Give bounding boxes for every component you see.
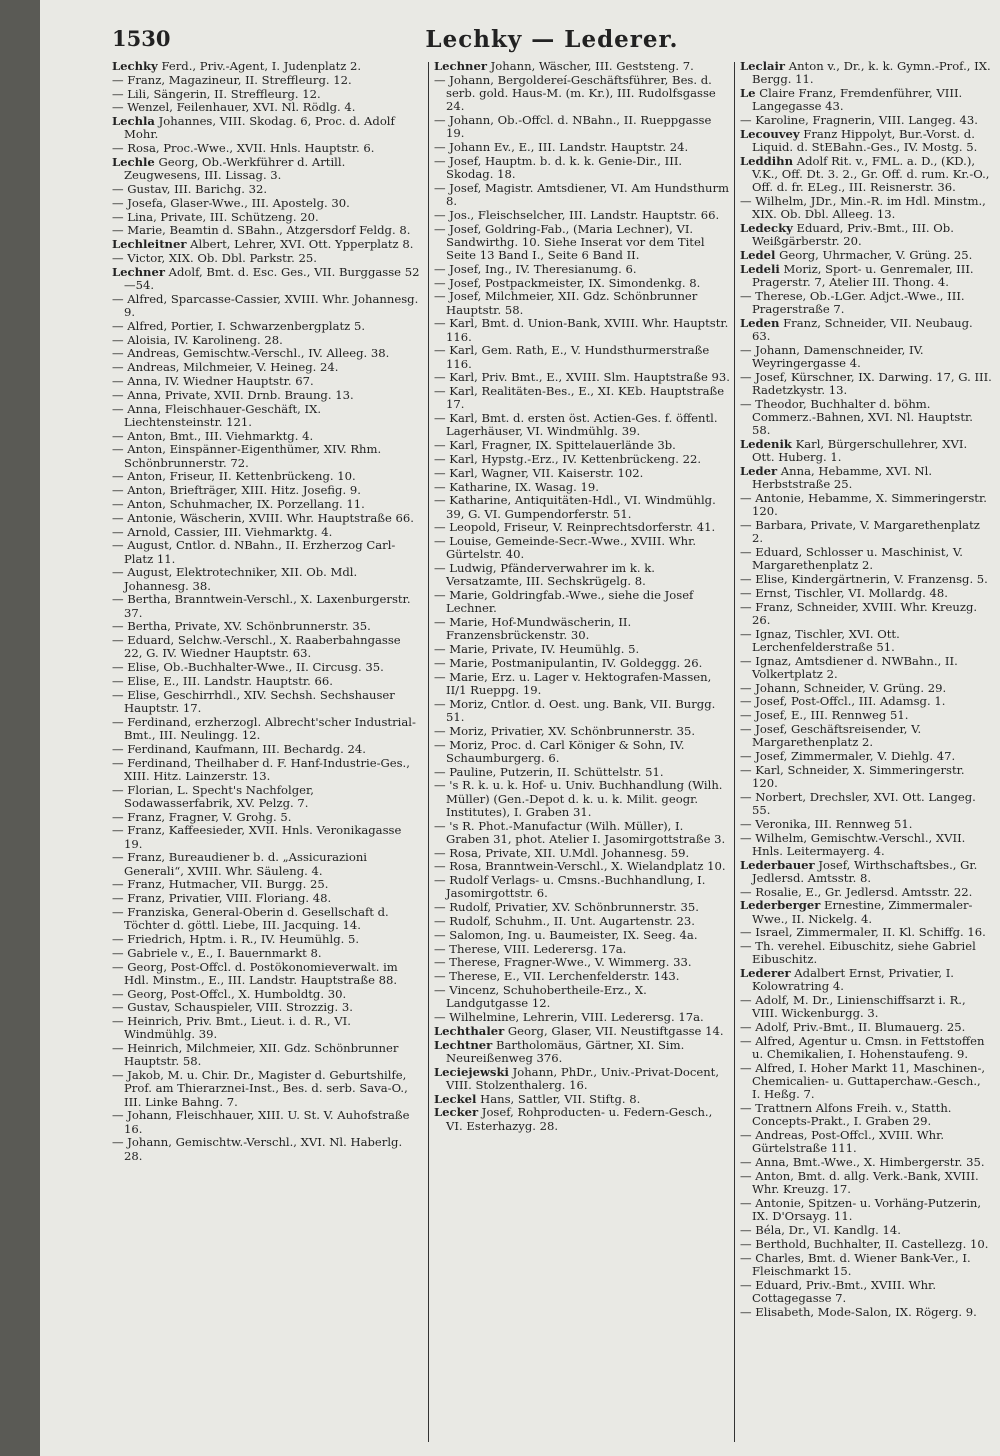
directory-entry: — Josef, Magistr. Amtsdiener, VI. Am Hundsthurm 8. <box>434 180 729 208</box>
directory-entry: — Alfred, Agentur u. Cmsn. in Fettstoffen u. Chemikalien, I. Hohenstaufeng. 9. <box>740 1033 985 1062</box>
directory-entry: — Louise, Gemeinde-Secr.-Wwe., XVIII. Whr. Gürtelstr. 40. <box>434 534 697 562</box>
directory-entry: — Gabriele v., E., I. Bauernmarkt 8. <box>112 945 322 960</box>
directory-entry: Lecouvey Franz Hippolyt, Bur.-Vorst. d. Liquid. d. StEBahn.-Ges., IV. Mostg. 5. <box>740 126 978 154</box>
directory-entry: — Karl, Bmt. d. ersten öst. Actien-Ges. f. öffentl. Lagerhäuser, VI. Windmühlg. 39. <box>434 411 718 439</box>
directory-entry: — Eduard, Selchw.-Verschl., X. Raaberbahngasse 22, G. IV. Wiedner Hauptstr. 63. <box>112 633 401 661</box>
directory-entry: — Rudolf, Schuhm., II. Unt. Augartenstr. 23. <box>434 913 695 928</box>
directory-entry: — Johann, Damenschneider, IV. Weyringergasse 4. <box>740 342 924 370</box>
directory-entry: — Eduard, Priv.-Bmt., XVIII. Whr. Cottagegasse 7. <box>740 1277 937 1305</box>
directory-entry: — Franz, Kaffeesieder, XVII. Hnls. Veronikagasse 19. <box>112 823 402 851</box>
directory-entry: Lederer Adalbert Ernst, Privatier, I. Kolowratring 4. <box>740 966 954 994</box>
directory-entry: — 's R. Phot.-Manufactur (Wilh. Müller), I. Graben 31, phot. Atelier I. Jasomirgottstraße 3. <box>434 818 726 846</box>
directory-entry: — Elise, Ob.-Buchhalter-Wwe., II. Circusg. 35. <box>112 660 384 675</box>
directory-entry: — Franz, Hutmacher, VII. Burgg. 25. <box>112 877 329 892</box>
directory-entry: Lechtner Bartholomäus, Gärtner, XI. Sim. Neureißenweg 376. <box>434 1037 685 1065</box>
directory-entry: — Katharine, Antiquitäten-Hdl., VI. Windmühlg. 39, G. VI. Gumpendorferstr. 51. <box>434 493 716 521</box>
directory-entry: — Adolf, M. Dr., Linienschiffsarzt i. R., VIII. Wickenburgg. 3. <box>740 993 966 1021</box>
directory-entry: — Josef, Postpackmeister, IX. Simondenkg. 8. <box>434 275 701 290</box>
directory-entry: — Berthold, Buchhalter, II. Castellezg. 10. <box>740 1236 989 1251</box>
directory-entry: — Anton, Briefträger, XIII. Hitz. Josefig. 9. <box>112 483 361 498</box>
directory-entry: — Vincenz, Schuhobertheile-Erz., X. Landgutgasse 12. <box>434 982 647 1011</box>
directory-entry: — Marie, Beamtin d. SBahn., Atzgersdorf Feldg. 8. <box>112 223 411 238</box>
directory-entry: — Jakob, M. u. Chir. Dr., Magister d. Geburtshilfe, Prof. am Thierarznei-Inst., Bes. d. serb. Sava-O., III. Linke Bahng. 7. <box>112 1068 408 1109</box>
directory-entry: — Georg, Post-Offcl. d. Postökonomieverwalt. im Hdl. Minstm., E., III. Landstr. Hauptstraße 88. <box>112 959 398 987</box>
directory-entry: — Gustav, III. Barichg. 32. <box>112 181 268 196</box>
directory-entry: — Karl, Gem. Rath, E., V. Hundsthurmerstraße 116. <box>434 343 710 371</box>
directory-entry: — Anton, Friseur, II. Kettenbrückeng. 10. <box>112 469 356 484</box>
directory-entry: — Josef, E., III. Rennweg 51. <box>740 708 909 723</box>
directory-entry: — Rosa, Proc.-Wwe., XVII. Hnls. Hauptstr. 6. <box>112 141 375 156</box>
directory-entry: — Lili, Sängerin, II. Streffleurg. 12. <box>112 86 321 101</box>
directory-entry: — Ignaz, Amtsdiener d. NWBahn., II. Volkertplatz 2. <box>740 653 958 681</box>
directory-entry: — Andreas, Post-Offcl., XVIII. Whr. Gürtelstraße 111. <box>740 1128 945 1156</box>
directory-entry: — Bertha, Branntwein-Verschl., X. Laxenburgerstr. 37. <box>112 592 411 620</box>
directory-entry: — Rudolf, Privatier, XV. Schönbrunnerstr. 35. <box>434 900 699 915</box>
directory-entry: — Therese, VIII. Lederersg. 17a. <box>434 941 627 956</box>
directory-entry: — Anton, Einspänner-Eigenthümer, XIV. Rhm. Schönbrunnerstr. 72. <box>112 442 382 470</box>
directory-entry: — Marie, Goldringfab.-Wwe., siehe die Josef Lechner. <box>434 588 694 616</box>
directory-entry: — Elise, Geschirrhdl., XIV. Sechsh. Sechshauser Hauptstr. 17. <box>112 687 395 715</box>
directory-entry: — Marie, Postmanipulantin, IV. Goldeggg. 26. <box>434 655 703 670</box>
directory-entry: — Norbert, Drechsler, XVI. Ott. Langeg. 55. <box>740 789 976 817</box>
directory-entry: — Antonie, Hebamme, X. Simmeringerstr. 120. <box>740 491 987 519</box>
directory-entry: Lederbauer Josef, Wirthschaftsbes., Gr. Jedlersd. Amtsstr. 8. <box>740 857 978 885</box>
directory-entry: Leckel Hans, Sattler, VII. Stiftg. 8. <box>434 1091 641 1106</box>
directory-entry: — Karl, Fragner, IX. Spittelauerlände 3b. <box>434 438 676 453</box>
page-header <box>112 26 992 54</box>
directory-entry: — Josef, Geschäftsreisender, V. Margarethenplatz 2. <box>740 721 922 750</box>
directory-entry: — Elise, Kindergärtnerin, V. Franzensg. 5. <box>740 572 988 586</box>
directory-entry: — Franz, Fragner, V. Grohg. 5. <box>112 809 292 824</box>
directory-entry: — Anna, Fleischhauer-Geschäft, IX. Liechtensteinstr. 121. <box>112 401 322 429</box>
directory-entry: — Jos., Fleischselcher, III. Landstr. Hauptstr. 66. <box>434 207 720 222</box>
directory-entry: — Heinrich, Milchmeier, XII. Gdz. Schönbrunner Hauptstr. 58. <box>112 1041 399 1069</box>
directory-entry: — Josef, Hauptm. b. d. k. k. Genie-Dir., III. Skodag. 18. <box>434 153 683 181</box>
directory-entry: — Israel, Zimmermaler, II. Kl. Schiffg. 16. <box>740 925 986 940</box>
directory-entry: — Adolf, Priv.-Bmt., II. Blumauerg. 25. <box>740 1020 966 1035</box>
directory-entry: Ledenik Karl, Bürgerschullehrer, XVI. Ott. Huberg. 1. <box>740 437 968 465</box>
column-divider <box>734 62 735 1442</box>
directory-entry: — Anna, Private, XVII. Drnb. Braung. 13. <box>112 387 354 402</box>
directory-entry: — Ferdinand, Kaufmann, III. Bechardg. 24. <box>112 741 366 756</box>
directory-entry: — Johann, Fleischhauer, XIII. U. St. V. Auhofstraße 16. <box>112 1108 410 1136</box>
directory-entry: — Ernst, Tischler, VI. Mollardg. 48. <box>740 585 948 600</box>
directory-entry: — Ludwig, Pfänderverwahrer im k. k. Versatzamte, III. Sechskrügelg. 8. <box>434 561 655 589</box>
directory-entry: — Franz, Bureaudiener b. d. „Assicurazioni Generali“, XVIII. Whr. Säuleng. 4. <box>112 850 367 878</box>
directory-entry: — Johann, Schneider, V. Grüng. 29. <box>740 680 947 695</box>
directory-entry: Lecker Josef, Rohproducten- u. Federn-Gesch., VI. Esterhazyg. 28. <box>434 1105 713 1133</box>
column-2 <box>434 60 730 1450</box>
directory-entry: — Katharine, IX. Wasag. 19. <box>434 479 599 494</box>
directory-entry: — Wenzel, Feilenhauer, XVI. Nl. Rödlg. 4. <box>112 100 356 115</box>
directory-entry: — Anton, Bmt., III. Viehmarktg. 4. <box>112 428 314 443</box>
directory-entry: Leddihn Adolf Rit. v., FML. a. D., (KD.), V.K., Off. Dt. 3. 2., Gr. Off. d. rum. Kr.-O., Off. d. fr. ELeg., III. Reisnerstr. 36. <box>740 153 990 195</box>
directory-entry: — Marie, Private, IV. Heumühlg. 5. <box>434 642 640 657</box>
directory-entry: — Anna, IV. Wiedner Hauptstr. 67. <box>112 373 314 388</box>
directory-entry: — Therese, Fragner-Wwe., V. Wimmerg. 33. <box>434 955 692 970</box>
page-number: 1530 <box>112 26 171 51</box>
directory-entry: Lechle Georg, Ob.-Werkführer d. Artill. Zeugwesens, III. Lissag. 3. <box>112 154 346 183</box>
directory-entry: Lechleitner Albert, Lehrer, XVI. Ott. Ypperplatz 8. <box>112 237 414 252</box>
directory-entry: — Wilhelm, Gemischtw.-Verschl., XVII. Hnls. Leitermayerg. 4. <box>740 830 966 858</box>
directory-entry: — Charles, Bmt. d. Wiener Bank-Ver., I. Fleischmarkt 15. <box>740 1250 971 1278</box>
directory-entry: — Arnold, Cassier, III. Viehmarktg. 4. <box>112 524 333 539</box>
directory-entry: — Josef, Zimmermaler, V. Diehlg. 47. <box>740 748 956 763</box>
directory-entry: — Anna, Bmt.-Wwe., X. Himbergerstr. 35. <box>740 1155 985 1170</box>
directory-entry: — Florian, L. Specht's Nachfolger, Sodawasserfabrik, XV. Pelzg. 7. <box>112 782 314 810</box>
directory-entry: Lederberger Ernestine, Zimmermaler-Wwe., II. Nickelg. 4. <box>740 898 973 926</box>
directory-entry: — Franz, Magazineur, II. Streffleurg. 12. <box>112 72 352 87</box>
directory-entry: — Karl, Hypstg.-Erz., IV. Kettenbrückeng. 22. <box>434 451 702 466</box>
directory-entry: — Josef, Ing., IV. Theresianumg. 6. <box>434 261 637 276</box>
directory-entry: Leder Anna, Hebamme, XVI. Nl. Herbststraße 25. <box>740 464 933 492</box>
directory-entry: Lechky Ferd., Priv.-Agent, I. Judenplatz 2. <box>112 60 362 73</box>
directory-entry: — Marie, Erz. u. Lager v. Hektografen-Massen, II/1 Rueppg. 19. <box>434 669 712 697</box>
running-head: Lechky — Lederer. <box>425 26 679 53</box>
directory-entry: Ledel Georg, Uhrmacher, V. Grüng. 25. <box>740 248 973 262</box>
directory-entry: — Gustav, Schauspieler, VIII. Strozzig. 3. <box>112 1000 353 1015</box>
directory-entry: — August, Cntlor. d. NBahn., II. Erzherzog Carl-Platz 11. <box>112 538 396 566</box>
directory-entry: Leclair Anton v., Dr., k. k. Gymn.-Prof., IX. Bergg. 11. <box>740 60 991 87</box>
directory-entry: Lechner Adolf, Bmt. d. Esc. Ges., VII. Burggasse 52—54. <box>112 264 420 292</box>
directory-entry: — Johann, Gemischtw.-Verschl., XVI. Nl. Haberlg. 28. <box>112 1135 403 1163</box>
directory-entry: — Elise, E., III. Landstr. Hauptstr. 66. <box>112 673 333 688</box>
directory-entry: — Karl, Schneider, X. Simmeringerstr. 120. <box>740 762 965 790</box>
column-3 <box>740 60 992 1450</box>
directory-entry: — Heinrich, Priv. Bmt., Lieut. i. d. R., VI. Windmühlg. 39. <box>112 1014 351 1042</box>
directory-entry: — Trattnern Alfons Freih. v., Statth. Concepts-Prakt., I. Graben 29. <box>740 1101 952 1129</box>
directory-entry: — Th. verehel. Eibuschitz, siehe Gabriel Eibuschitz. <box>740 939 976 967</box>
directory-entry: — Georg, Post-Offcl., X. Humboldtg. 30. <box>112 986 347 1001</box>
directory-entry: — Veronika, III. Rennweg 51. <box>740 816 913 831</box>
directory-entry: Lechner Johann, Wäscher, III. Geststeng. 7. <box>434 60 694 73</box>
directory-entry: — Theodor, Buchhalter d. böhm. Commerz.-Bahnen, XVI. Nl. Hauptstr. 58. <box>740 396 973 438</box>
directory-entry: — Therese, Ob.-LGer. Adjct.-Wwe., III. Pragerstraße 7. <box>740 288 965 316</box>
directory-entry: — Johann, Bergoldereí-Geschäftsführer, Bes. d. serb. gold. Haus-M. (m. Kr.), III. Rudolfsgasse 24. <box>434 72 716 114</box>
directory-entry: — Antonie, Spitzen- u. Vorhäng-Putzerin, IX. D'Orsayg. 11. <box>740 1195 982 1224</box>
directory-entry: — Moriz, Proc. d. Carl Königer & Sohn, IV. Schaumburgerg. 6. <box>434 737 685 765</box>
directory-page <box>40 0 1000 1456</box>
directory-entry: Leciejewski Johann, PhDr., Univ.-Privat-Docent, VIII. Stolzenthalerg. 16. <box>434 1064 720 1092</box>
column-1 <box>112 60 422 1450</box>
directory-entry: — Alfred, I. Hoher Markt 11, Maschinen-, Chemicalien- u. Guttaperchaw.-Gesch., I. Heßg. 7. <box>740 1060 986 1102</box>
directory-entry: Lechla Johannes, VIII. Skodag. 6, Proc. d. Adolf Mohr. <box>112 114 395 142</box>
directory-entry: — August, Elektrotechniker, XII. Ob. Mdl. Johannesg. 38. <box>112 565 358 593</box>
directory-entry: — Andreas, Gemischtw.-Verschl., IV. Alleeg. 38. <box>112 346 390 361</box>
directory-entry: — Karl, Priv. Bmt., E., XVIII. Slm. Hauptstraße 93. <box>434 370 730 385</box>
directory-entry: — Ferdinand, Theilhaber d. F. Hanf-Industrie-Ges., XIII. Hitz. Lainzerstr. 13. <box>112 755 410 783</box>
directory-entry: — Lina, Private, III. Schützeng. 20. <box>112 209 319 224</box>
directory-entry: — Rosa, Branntwein-Verschl., X. Wielandplatz 10. <box>434 859 726 874</box>
directory-entry: — Therese, E., VII. Lerchenfelderstr. 143. <box>434 969 680 984</box>
directory-entry: — Josef, Post-Offcl., III. Adamsg. 1. <box>740 694 946 709</box>
directory-entry: — Rosalie, E., Gr. Jedlersd. Amtsstr. 22. <box>740 884 973 899</box>
directory-entry: — Friedrich, Hptm. i. R., IV. Heumühlg. 5. <box>112 931 360 946</box>
directory-entry: — Josef, Goldring-Fab., (Maria Lechner), VI. Sandwirthg. 10. Siehe Inserat vor dem Titel Seite 13 Band I., Seite 6 Band II. <box>434 221 705 262</box>
directory-entry: — Josefa, Glaser-Wwe., III. Apostelg. 30. <box>112 195 350 210</box>
directory-entry: — Leopold, Friseur, V. Reinprechtsdorferstr. 41. <box>434 520 716 535</box>
directory-entry: — Anton, Bmt. d. allg. Verk.-Bank, XVIII. Whr. Kreuzg. 17. <box>740 1168 979 1197</box>
directory-entry: Le Claire Franz, Fremdenführer, VIII. Langegasse 43. <box>740 86 963 114</box>
directory-entry: — Antonie, Wäscherin, XVIII. Whr. Hauptstraße 66. <box>112 510 414 525</box>
directory-entry: — Alfred, Portier, I. Schwarzenbergplatz 5. <box>112 318 366 333</box>
directory-entry: — Franziska, General-Oberin d. Gesellschaft d. Töchter d. göttl. Liebe, III. Jacquing. 14. <box>112 904 389 933</box>
directory-entry: — Johann Ev., E., III. Landstr. Hauptstr. 24. <box>434 140 689 154</box>
directory-entry: — Rosa, Private, XII. U.Mdl. Johannesg. 59. <box>434 845 690 860</box>
directory-entry: — Marie, Hof-Mundwäscherin, II. Franzensbrückenstr. 30. <box>434 615 632 643</box>
directory-entry: — Béla, Dr., VI. Kandlg. 14. <box>740 1222 901 1237</box>
directory-entry: — Karl, Realitäten-Bes., E., XI. KEb. Hauptstraße 17. <box>434 384 725 412</box>
directory-entry: — Barbara, Private, V. Margarethenplatz 2. <box>740 518 980 546</box>
directory-entry: Lechthaler Georg, Glaser, VII. Neustiftgasse 14. <box>434 1023 724 1038</box>
column-divider <box>428 62 429 1442</box>
directory-entry: — Karl, Wagner, VII. Kaiserstr. 102. <box>434 465 644 480</box>
directory-entry: Ledecky Eduard, Priv.-Bmt., III. Ob. Weißgärberstr. 20. <box>740 221 954 249</box>
directory-entry: — Eduard, Schlosser u. Maschinist, V. Margarethenplatz 2. <box>740 545 963 573</box>
directory-entry: — Bertha, Private, XV. Schönbrunnerstr. 35. <box>112 619 371 634</box>
directory-entry: — Aloisia, IV. Karolineng. 28. <box>112 332 283 347</box>
directory-entry: — Pauline, Putzerin, II. Schüttelstr. 51. <box>434 764 664 779</box>
directory-entry: — Johann, Ob.-Offcl. d. NBahn., II. Rueppgasse 19. <box>434 113 712 141</box>
directory-entry: — Anton, Schuhmacher, IX. Porzellang. 11. <box>112 496 365 511</box>
directory-entry: — Moriz, Privatier, XV. Schönbrunnerstr. 35. <box>434 723 696 738</box>
directory-entry: — Franz, Schneider, XVIII. Whr. Kreuzg. 26. <box>740 599 978 627</box>
directory-entry: — Alfred, Sparcasse-Cassier, XVIII. Whr. Johannesg. 9. <box>112 291 419 319</box>
directory-entry: Ledeli Moriz, Sport- u. Genremaler, III. Pragerstr. 7, Atelier III. Thong. 4. <box>740 261 974 289</box>
directory-entry: — 's R. k. u. k. Hof- u. Univ. Buchhandlung (Wilh. Müller) (Gen.-Depot d. k. u. k. Milit. geogr. Institutes), I. Graben 31. <box>434 778 723 819</box>
directory-entry: — Ignaz, Tischler, XVI. Ott. Lerchenfelderstraße 51. <box>740 626 900 654</box>
directory-entry: — Wilhelm, JDr., Min.-R. im Hdl. Minstm., XIX. Ob. Dbl. Alleeg. 13. <box>740 194 986 222</box>
directory-entry: — Rudolf Verlags- u. Cmsns.-Buchhandlung, I. Jasomirgottstr. 6. <box>434 873 706 901</box>
directory-entry: — Franz, Privatier, VIII. Floriang. 48. <box>112 891 332 906</box>
directory-entry: — Ferdinand, erzherzogl. Albrecht'scher Industrial-Bmt., III. Neulingg. 12. <box>112 714 416 742</box>
directory-entry: — Karl, Bmt. d. Union-Bank, XVIII. Whr. Hauptstr. 116. <box>434 316 729 344</box>
directory-entry: — Wilhelmine, Lehrerin, VIII. Lederersg. 17a. <box>434 1009 704 1024</box>
directory-entry: — Elisabeth, Mode-Salon, IX. Rögerg. 9. <box>740 1304 977 1319</box>
directory-entry: — Salomon, Ing. u. Baumeister, IX. Seeg. 4a. <box>434 927 698 942</box>
directory-entry: — Andreas, Milchmeier, V. Heineg. 24. <box>112 360 339 375</box>
directory-entry: — Karoline, Fragnerin, VIII. Langeg. 43. <box>740 113 978 127</box>
directory-entry: — Victor, XIX. Ob. Dbl. Parkstr. 25. <box>112 250 317 265</box>
directory-entry: — Josef, Milchmeier, XII. Gdz. Schönbrunner Hauptstr. 58. <box>434 289 698 317</box>
directory-entry: — Moriz, Cntlor. d. Oest. ung. Bank, VII. Burgg. 51. <box>434 696 716 724</box>
directory-entry: — Josef, Kürschner, IX. Darwing. 17, G. III. Radetzkystr. 13. <box>740 369 992 397</box>
directory-entry: Leden Franz, Schneider, VII. Neubaug. 63. <box>740 315 973 343</box>
